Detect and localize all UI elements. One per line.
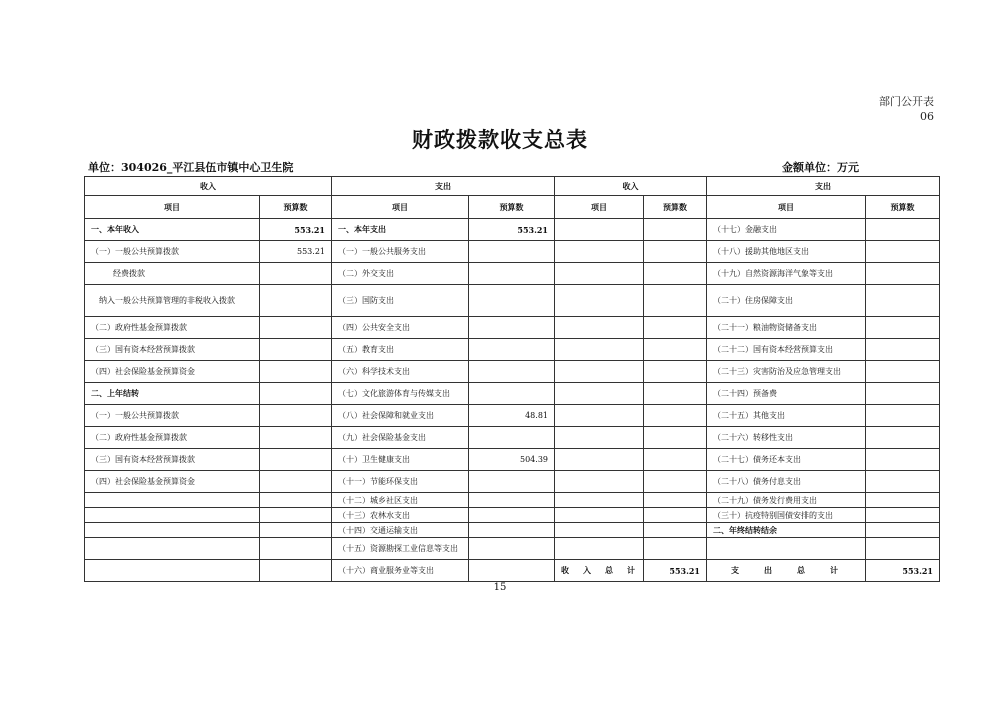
expense-item: （六）科学技术支出 — [332, 361, 469, 383]
income-amount — [260, 317, 332, 339]
expense-amount — [469, 493, 555, 508]
expense-total-label: 支 出 总 计 — [707, 560, 866, 582]
income-item: 一、本年收入 — [85, 219, 260, 241]
expense-amount-2 — [866, 493, 940, 508]
expense-item: （十一）节能环保支出 — [332, 471, 469, 493]
income-amount — [260, 339, 332, 361]
income-item-2 — [555, 508, 644, 523]
expense-amount-2 — [866, 339, 940, 361]
income-total-amount: 553.21 — [644, 560, 707, 582]
expense-amount-2 — [866, 523, 940, 538]
income-item-2 — [555, 263, 644, 285]
expense-amount — [469, 361, 555, 383]
income-item — [85, 523, 260, 538]
income-item: （一）一般公共预算拨款 — [85, 405, 260, 427]
income-amount — [260, 383, 332, 405]
income-amount: 553.21 — [260, 219, 332, 241]
table-category: 部门公开表 — [879, 95, 934, 108]
col-header-amount: 预算数 — [260, 196, 332, 219]
income-item-2 — [555, 538, 644, 560]
table-row — [85, 317, 940, 339]
income-amount-2 — [644, 493, 707, 508]
income-amount-2 — [644, 523, 707, 538]
income-amount: 553.21 — [260, 241, 332, 263]
expense-item: （十）卫生健康支出 — [332, 449, 469, 471]
income-amount-2 — [644, 508, 707, 523]
income-item-2 — [555, 317, 644, 339]
expense-item-2: （二十五）其他支出 — [707, 405, 866, 427]
group-header-expense-2: 支出 — [707, 177, 940, 196]
income-amount — [260, 471, 332, 493]
income-amount — [260, 449, 332, 471]
unit-label: 单位：304026_平江县伍市镇中心卫生院 — [88, 161, 294, 174]
table-corner-label — [879, 94, 934, 124]
total-row — [85, 560, 940, 582]
expense-amount — [469, 560, 555, 582]
income-item: （二）政府性基金预算拨款 — [85, 427, 260, 449]
table-row — [85, 449, 940, 471]
table-row — [85, 263, 940, 285]
income-amount — [260, 427, 332, 449]
expense-amount-2 — [866, 538, 940, 560]
group-header-income: 收入 — [85, 177, 332, 196]
col-header-item: 项目 — [707, 196, 866, 219]
income-item-2 — [555, 427, 644, 449]
expense-item: （七）文化旅游体育与传媒支出 — [332, 383, 469, 405]
expense-amount — [469, 538, 555, 560]
expense-amount — [469, 508, 555, 523]
table-number: 06 — [920, 110, 934, 123]
income-item: （一）一般公共预算拨款 — [85, 241, 260, 263]
expense-item: （十五）资源勘探工业信息等支出 — [332, 538, 469, 560]
expense-amount-2 — [866, 471, 940, 493]
expense-item-2: （二十九）债务发行费用支出 — [707, 493, 866, 508]
expense-item-2: （二十四）预备费 — [707, 383, 866, 405]
expense-amount — [469, 339, 555, 361]
income-amount-2 — [644, 427, 707, 449]
expense-amount-2 — [866, 508, 940, 523]
expense-amount-2 — [866, 361, 940, 383]
expense-amount-2 — [866, 405, 940, 427]
income-item — [85, 538, 260, 560]
expense-amount — [469, 471, 555, 493]
expense-item-2: （二十六）转移性支出 — [707, 427, 866, 449]
table-row — [85, 508, 940, 523]
expense-item: （十二）城乡社区支出 — [332, 493, 469, 508]
income-amount — [260, 493, 332, 508]
table-row — [85, 219, 940, 241]
income-item: （三）国有资本经营预算拨款 — [85, 449, 260, 471]
group-header-row — [85, 177, 940, 196]
expense-item: （十六）商业服务业等支出 — [332, 560, 469, 582]
expense-total-amount: 553.21 — [866, 560, 940, 582]
income-amount-2 — [644, 285, 707, 317]
expense-item-2: 二、年终结转结余 — [707, 523, 866, 538]
table-row — [85, 493, 940, 508]
table-row — [85, 361, 940, 383]
expense-item-2: （十九）自然资源海洋气象等支出 — [707, 263, 866, 285]
expense-amount — [469, 523, 555, 538]
table-row — [85, 241, 940, 263]
expense-amount-2 — [866, 241, 940, 263]
expense-item: （一）一般公共服务支出 — [332, 241, 469, 263]
income-item-2 — [555, 285, 644, 317]
income-item — [85, 560, 260, 582]
expense-item-2: （十八）援助其他地区支出 — [707, 241, 866, 263]
expense-amount: 504.39 — [469, 449, 555, 471]
expense-item: （四）公共安全支出 — [332, 317, 469, 339]
income-amount-2 — [644, 339, 707, 361]
expense-amount-2 — [866, 383, 940, 405]
table-row — [85, 427, 940, 449]
expense-item: （十四）交通运输支出 — [332, 523, 469, 538]
income-item: 纳入一般公共预算管理的非税收入拨款 — [85, 285, 260, 317]
income-item-2 — [555, 339, 644, 361]
expense-amount — [469, 263, 555, 285]
expense-item-2: （十七）金融支出 — [707, 219, 866, 241]
income-amount — [260, 523, 332, 538]
income-item — [85, 493, 260, 508]
expense-item: （九）社会保险基金支出 — [332, 427, 469, 449]
income-item-2 — [555, 523, 644, 538]
expense-item-2: （二十七）债务还本支出 — [707, 449, 866, 471]
income-item-2 — [555, 449, 644, 471]
expense-item: （二）外交支出 — [332, 263, 469, 285]
income-amount-2 — [644, 241, 707, 263]
expense-item-2: （二十一）粮油物资储备支出 — [707, 317, 866, 339]
col-header-item: 项目 — [85, 196, 260, 219]
income-amount-2 — [644, 405, 707, 427]
expense-amount — [469, 241, 555, 263]
expense-item: （十三）农林水支出 — [332, 508, 469, 523]
expense-amount — [469, 427, 555, 449]
income-item: （四）社会保险基金预算资金 — [85, 471, 260, 493]
expense-amount-2 — [866, 219, 940, 241]
income-item — [85, 508, 260, 523]
expense-item-2: （二十）住房保障支出 — [707, 285, 866, 317]
expense-amount-2 — [866, 427, 940, 449]
table-row — [85, 285, 940, 317]
col-header-amount: 预算数 — [469, 196, 555, 219]
table-row — [85, 383, 940, 405]
income-item: 经费拨款 — [85, 263, 260, 285]
table-row — [85, 471, 940, 493]
expense-item-2 — [707, 538, 866, 560]
income-amount — [260, 263, 332, 285]
expense-amount — [469, 383, 555, 405]
col-header-amount: 预算数 — [644, 196, 707, 219]
expense-amount-2 — [866, 285, 940, 317]
income-amount — [260, 508, 332, 523]
income-amount-2 — [644, 317, 707, 339]
expense-amount — [469, 285, 555, 317]
expense-amount: 48.81 — [469, 405, 555, 427]
income-item-2 — [555, 471, 644, 493]
expense-item: （五）教育支出 — [332, 339, 469, 361]
income-amount-2 — [644, 383, 707, 405]
expense-amount-2 — [866, 317, 940, 339]
expense-amount-2 — [866, 263, 940, 285]
expense-item-2: （三十）抗疫特别国债安排的支出 — [707, 508, 866, 523]
income-amount-2 — [644, 471, 707, 493]
group-header-income-2: 收入 — [555, 177, 707, 196]
table-row — [85, 523, 940, 538]
income-item: 二、上年结转 — [85, 383, 260, 405]
expense-item-2: （二十二）国有资本经营预算支出 — [707, 339, 866, 361]
income-item-2 — [555, 241, 644, 263]
income-item-2 — [555, 493, 644, 508]
expense-item: 一、本年支出 — [332, 219, 469, 241]
income-item-2 — [555, 405, 644, 427]
income-amount-2 — [644, 263, 707, 285]
table-row — [85, 339, 940, 361]
income-amount-2 — [644, 538, 707, 560]
income-item: （三）国有资本经营预算拨款 — [85, 339, 260, 361]
income-total-label: 收 入 总 计 — [555, 560, 644, 582]
expense-amount — [469, 317, 555, 339]
expense-amount: 553.21 — [469, 219, 555, 241]
expense-item-2: （二十三）灾害防治及应急管理支出 — [707, 361, 866, 383]
expense-item: （三）国防支出 — [332, 285, 469, 317]
income-item: （四）社会保险基金预算资金 — [85, 361, 260, 383]
page-number: 15 — [493, 582, 507, 593]
expense-item: （八）社会保障和就业支出 — [332, 405, 469, 427]
income-amount — [260, 405, 332, 427]
income-amount-2 — [644, 219, 707, 241]
income-item: （二）政府性基金预算拨款 — [85, 317, 260, 339]
income-amount-2 — [644, 449, 707, 471]
income-item-2 — [555, 383, 644, 405]
column-header-row — [85, 196, 940, 219]
income-item-2 — [555, 219, 644, 241]
income-item-2 — [555, 361, 644, 383]
col-header-item: 项目 — [332, 196, 469, 219]
money-unit-label: 金额单位：万元 — [782, 161, 859, 174]
income-amount — [260, 560, 332, 582]
expense-item-2: （二十八）债务付息支出 — [707, 471, 866, 493]
budget-summary-table — [84, 176, 940, 582]
expense-amount-2 — [866, 449, 940, 471]
income-amount — [260, 361, 332, 383]
col-header-item: 项目 — [555, 196, 644, 219]
table-row — [85, 538, 940, 560]
table-row — [85, 405, 940, 427]
page-title: 财政拨款收支总表 — [412, 127, 588, 152]
income-amount-2 — [644, 361, 707, 383]
income-amount — [260, 285, 332, 317]
income-amount — [260, 538, 332, 560]
col-header-amount: 预算数 — [866, 196, 940, 219]
group-header-expense: 支出 — [332, 177, 555, 196]
